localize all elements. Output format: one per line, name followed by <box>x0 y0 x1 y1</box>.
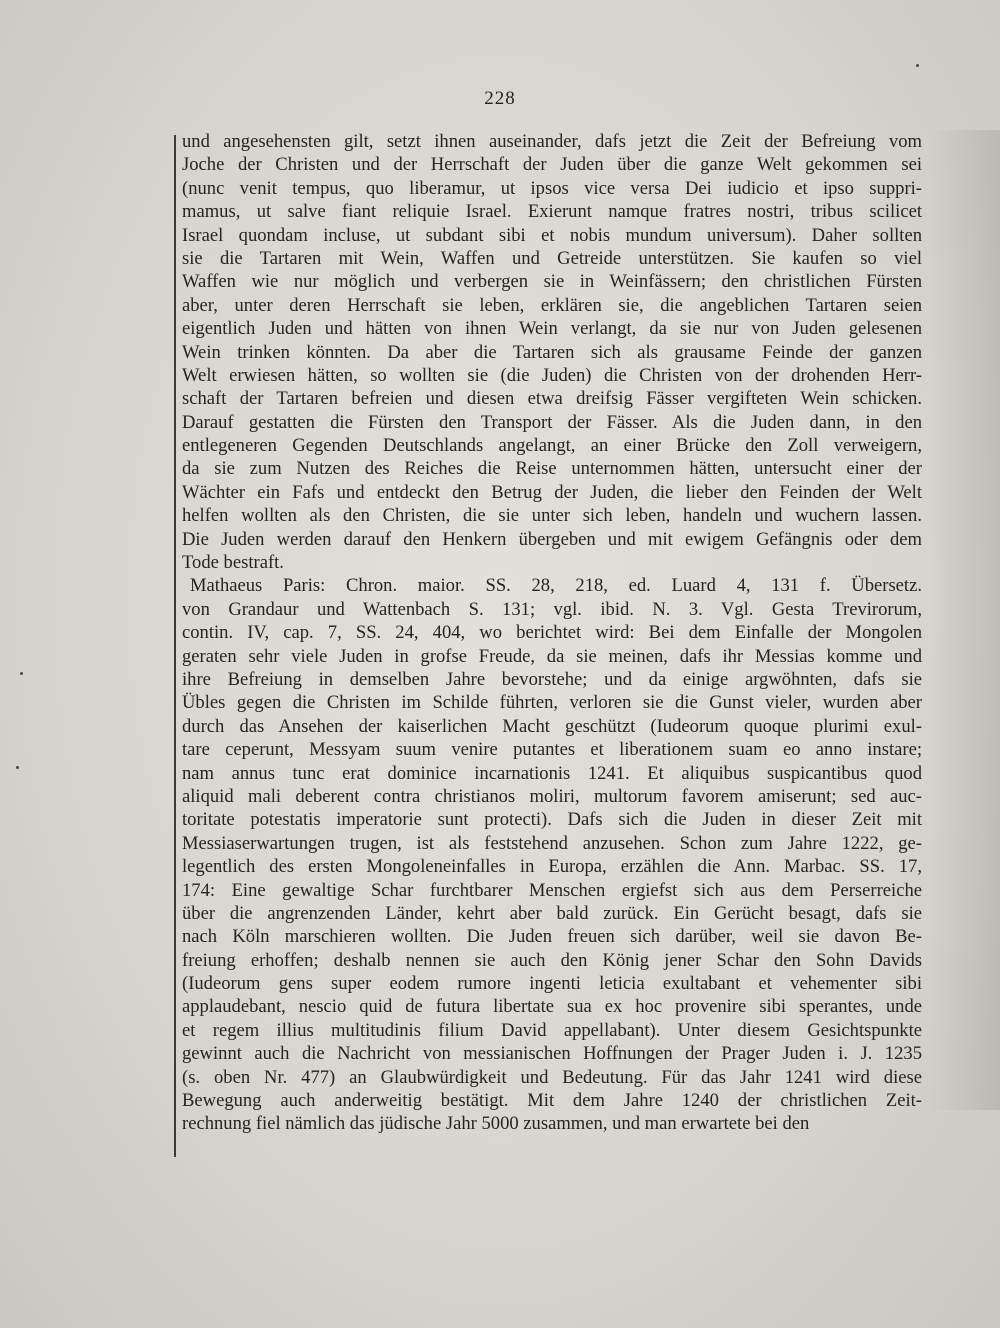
text-line: (nunc venit tempus, quo liberamur, ut ipsos vice versa Dei iudicio et ipso suppri- <box>182 177 922 199</box>
text-line: entlegeneren Gegenden Deutschlands angelangt, an einer Brücke den Zoll verweigern, <box>182 435 922 457</box>
text-line: contin. IV, cap. 7, SS. 24, 404, wo berichtet wird: Bei dem Einfalle der Mongolen <box>182 622 922 644</box>
text-line: nach Köln marschieren wollten. Die Juden freuen sich darüber, weil sie davon Be- <box>182 926 922 948</box>
text-line: Wein trinken könnten. Da aber die Tartaren sich als grausame Feinde der ganzen <box>182 341 922 363</box>
text-line: legentlich des ersten Mongoleneinfalles in Europa, erzählen die Ann. Marbac. SS. 17, <box>182 856 922 878</box>
text-line: (s. oben Nr. 477) an Glaubwürdigkeit und Bedeutung. Für das Jahr 1241 wird diese <box>182 1066 922 1088</box>
scan-speck <box>916 64 919 67</box>
text-line: applaudebant, nescio quid de futura libertate sua ex hoc provenire sibi sperantes, unde <box>182 996 922 1018</box>
text-line: Die Juden werden darauf den Henkern übergeben und mit ewigem Gefängnis oder dem <box>182 528 922 550</box>
text-line: Waffen wie nur möglich und verbergen sie in Weinfässern; den christlichen Fürsten <box>182 271 922 293</box>
page-edge-shadow <box>930 130 1000 1110</box>
body-text <box>182 130 922 1136</box>
text-line: tare ceperunt, Messyam suum venire putantes et liberationem suam eo anno instare; <box>182 739 922 761</box>
text-line: Mathaeus Paris: Chron. maior. SS. 28, 218, ed. Luard 4, 131 f. Übersetz. <box>190 575 922 597</box>
text-line: Tode bestraft. <box>182 552 284 574</box>
text-line: Joche der Christen und der Herrschaft der Juden über die ganze Welt gekommen sei <box>182 154 922 176</box>
text-line: (Iudeorum gens super eodem rumore ingenti leticia exultabant et vehementer sibi <box>182 973 922 995</box>
text-line: Übles gegen die Christen im Schilde führten, verloren sie die Gunst vieler, wurden aber <box>182 692 922 714</box>
text-line: 174: Eine gewaltige Schar furchtbarer Menschen ergiefst sich aus dem Perserreiche <box>182 879 922 901</box>
text-line: aliquid mali deberent contra christianos moliri, multorum favorem amiserunt; sed auc- <box>182 785 922 807</box>
text-line: da sie zum Nutzen des Reiches die Reise unternommen hätten, untersucht einer der <box>182 458 922 480</box>
scan-speck <box>20 672 23 675</box>
text-line: Darauf gestatten die Fürsten den Transport der Fässer. Als die Juden dann, in den <box>182 411 922 433</box>
text-line: aber, unter deren Herrschaft sie leben, erklären sie, die angeblichen Tartaren seien <box>182 294 922 316</box>
text-line: schaft der Tartaren befreien und diesen etwa dreifsig Fässer vergifteten Wein schicken. <box>182 388 922 410</box>
text-line: sie die Tartaren mit Wein, Waffen und Getreide unterstützen. Sie kaufen so viel <box>182 247 922 269</box>
text-line: rechnung fiel nämlich das jüdische Jahr 5000 zusammen, und man erwartete bei den <box>182 1113 810 1135</box>
text-line: und angesehensten gilt, setzt ihnen auseinander, dafs jetzt die Zeit der Befreiung vom <box>182 131 922 152</box>
text-line: Messiaserwartungen trugen, ist als feststehend anzusehen. Schon zum Jahre 1222, ge- <box>182 832 922 854</box>
page-number: 228 <box>484 88 516 109</box>
text-line: Bewegung auch anderweitig bestätigt. Mit dem Jahre 1240 der christlichen Zeit- <box>182 1090 922 1112</box>
text-line: über die angrenzenden Länder, kehrt aber bald zurück. Ein Gerücht besagt, dafs sie <box>182 902 922 924</box>
text-line: durch das Ansehen der kaiserlichen Macht geschützt (Iudeorum quoque plurimi exul- <box>182 715 922 737</box>
margin-rule <box>174 135 176 1157</box>
text-line: geraten sehr viele Juden in grofse Freude, da sie meinen, dafs ihr Messias komme und <box>182 645 922 667</box>
text-line: mamus, ut salve fiant reliquie Israel. Exierunt namque fratres nostri, tribus scilicet <box>182 201 922 223</box>
scan-speck <box>16 766 19 769</box>
text-line: helfen wollten als den Christen, die sie unter sich leben, handeln und wuchern lassen. <box>182 505 922 527</box>
text-line: et regem illius multitudinis filium David appellabant). Unter diesem Gesichtspunkte <box>182 1019 922 1041</box>
text-line: Wächter ein Fafs und entdeckt den Betrug der Juden, die lieber den Feinden der Welt <box>182 481 922 503</box>
text-line: toritate potestatis imperatorie sunt protecti). Dafs sich die Juden in dieser Zeit mit <box>182 809 922 831</box>
text-line: Welt erwiesen hätten, so wollten sie (die Juden) die Christen von der drohenden Herr- <box>182 364 922 386</box>
text-line: Israel quondam incluse, ut subdant sibi et nobis mundum universum). Daher sollten <box>182 224 922 246</box>
text-line: von Grandaur und Wattenbach S. 131; vgl. ibid. N. 3. Vgl. Gesta Trevirorum, <box>182 598 922 620</box>
text-line: gewinnt auch die Nachricht von messianischen Hoffnungen der Prager Juden i. J. 1235 <box>182 1043 922 1065</box>
text-line: freiung erhoffen; deshalb nennen sie auch den König jener Schar den Sohn Davids <box>182 949 922 971</box>
text-line: ihre Befreiung in demselben Jahre bevorstehe; und da einige argwöhnten, dafs sie <box>182 668 922 690</box>
text-line: nam annus tunc erat dominice incarnationis 1241. Et aliquibus suspicantibus quod <box>182 762 922 784</box>
text-line: eigentlich Juden und hätten von ihnen Wein verlangt, da sie nur von Juden gelesenen <box>182 318 922 340</box>
